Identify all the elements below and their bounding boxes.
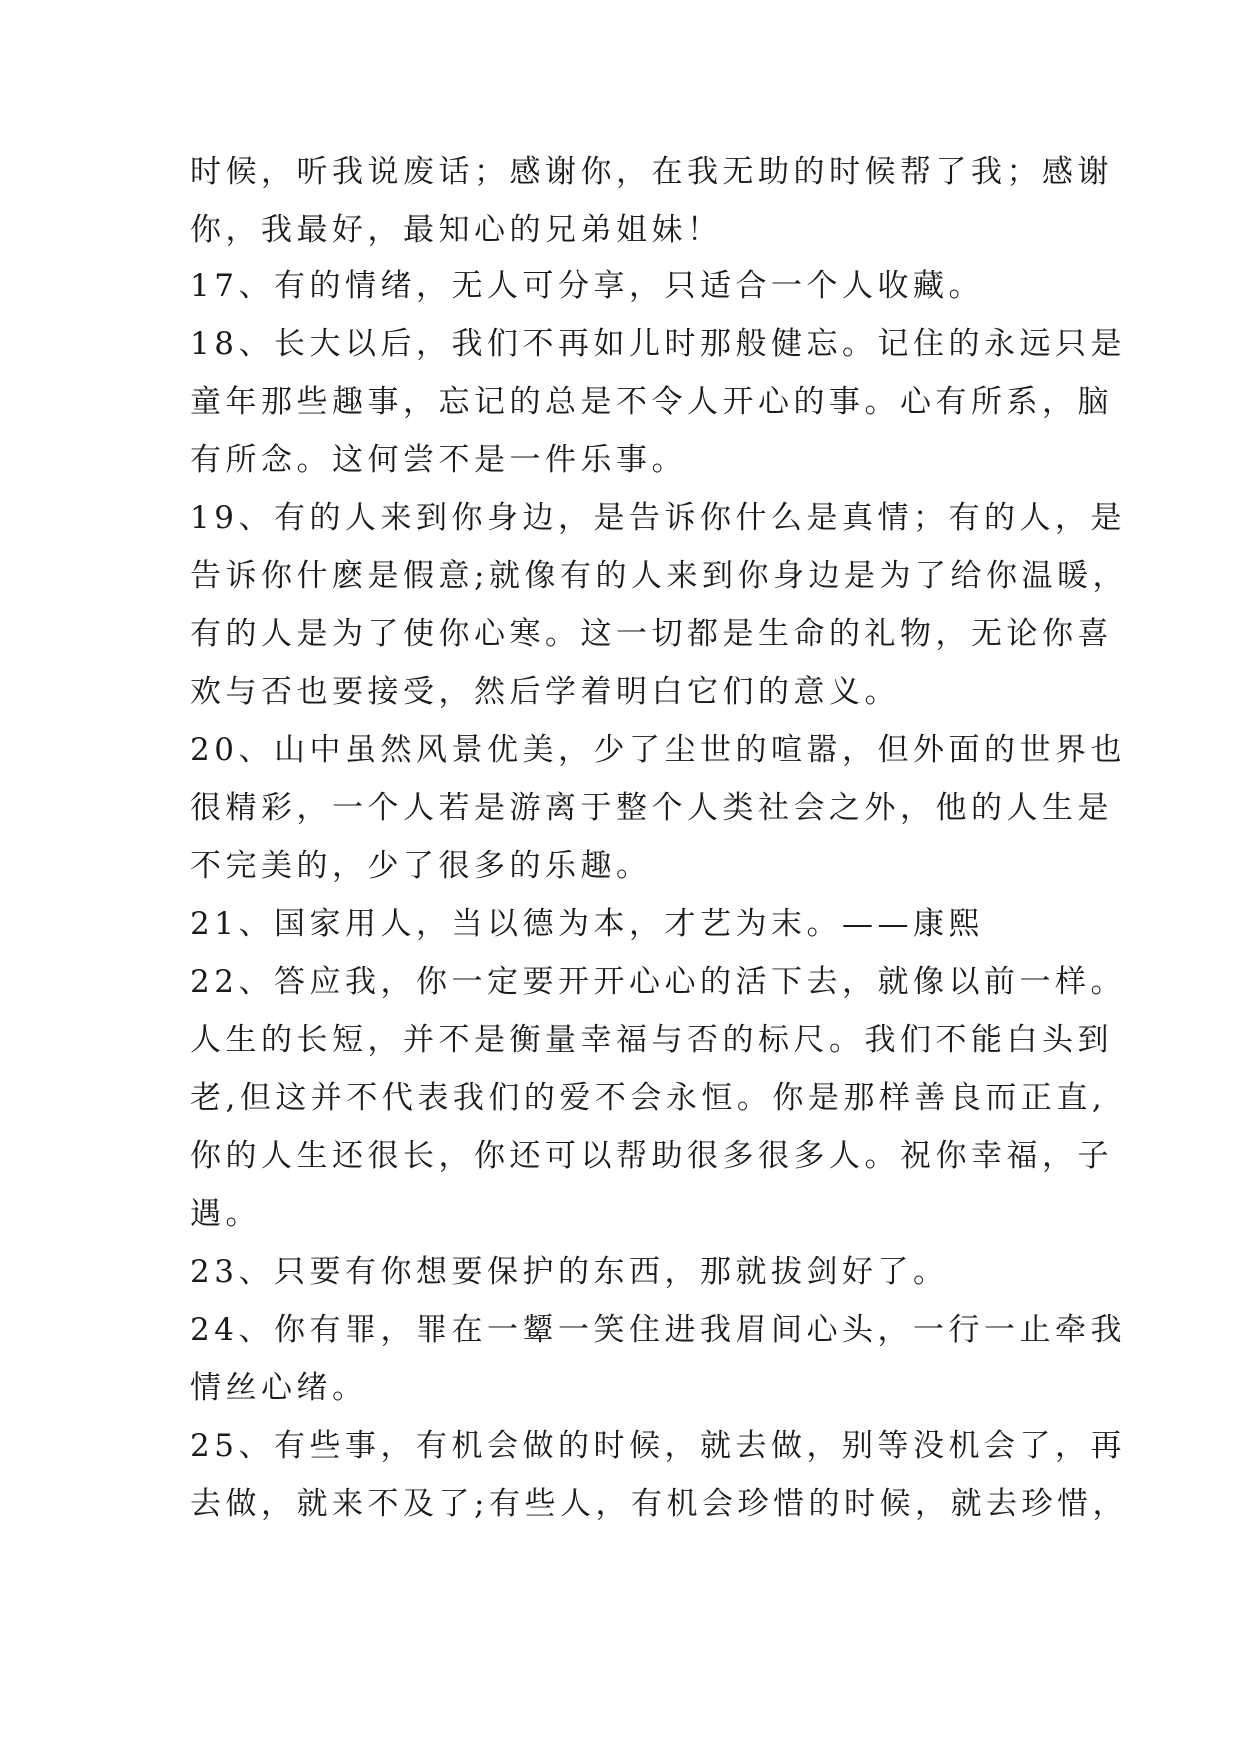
- text-line: 有的人是为了使你心寒。这一切都是生命的礼物，无论你喜: [190, 616, 1113, 652]
- text-line: 18、长大以后，我们不再如儿时那般健忘。记住的永远只是: [190, 326, 1126, 362]
- text-line: 欢与否也要接受，然后学着明白它们的意义。: [190, 674, 900, 710]
- text-line: 21、国家用人，当以德为本，才艺为末。——康熙: [190, 906, 984, 942]
- text-line: 你，我最好，最知心的兄弟姐妹！: [190, 212, 723, 248]
- text-line: 人生的长短，并不是衡量幸福与否的标尺。我们不能白头到: [190, 1022, 1113, 1058]
- text-line: 去做，就来不及了;有些人，有机会珍惜的时候，就去珍惜，: [190, 1486, 1128, 1522]
- text-line: 童年那些趣事，忘记的总是不令人开心的事。心有所系，脑: [190, 384, 1113, 420]
- text-line: 时候，听我说废话；感谢你，在我无助的时候帮了我；感谢: [190, 154, 1113, 190]
- text-line: 25、有些事，有机会做的时候，就去做，别等没机会了，再: [190, 1428, 1126, 1464]
- text-line: 情丝心绪。: [190, 1370, 368, 1406]
- text-line: 22、答应我，你一定要开开心心的活下去，就像以前一样。: [190, 964, 1126, 1000]
- text-line: 告诉你什麽是假意;就像有的人来到你身边是为了给你温暖，: [190, 558, 1128, 594]
- text-line: 不完美的，少了很多的乐趣。: [190, 848, 652, 884]
- text-line: 很精彩，一个人若是游离于整个人类社会之外，他的人生是: [190, 790, 1113, 826]
- text-line: 你的人生还很长，你还可以帮助很多很多人。祝你幸福，子: [190, 1138, 1113, 1174]
- text-line: 24、你有罪，罪在一颦一笑住进我眉间心头，一行一止牵我: [190, 1312, 1126, 1348]
- text-line: 23、只要有你想要保护的东西，那就拔剑好了。: [190, 1254, 949, 1290]
- text-line: 有所念。这何尝不是一件乐事。: [190, 442, 687, 478]
- text-line: 17、有的情绪，无人可分享，只适合一个人收藏。: [190, 268, 984, 304]
- text-line: 19、有的人来到你身边，是告诉你什么是真情；有的人，是: [190, 500, 1126, 536]
- text-line: 老,但这并不代表我们的爱不会永恒。你是那样善良而正直,: [190, 1080, 1107, 1116]
- text-line: 20、山中虽然风景优美，少了尘世的喧嚣，但外面的世界也: [190, 732, 1126, 768]
- text-line: 遇。: [190, 1196, 261, 1232]
